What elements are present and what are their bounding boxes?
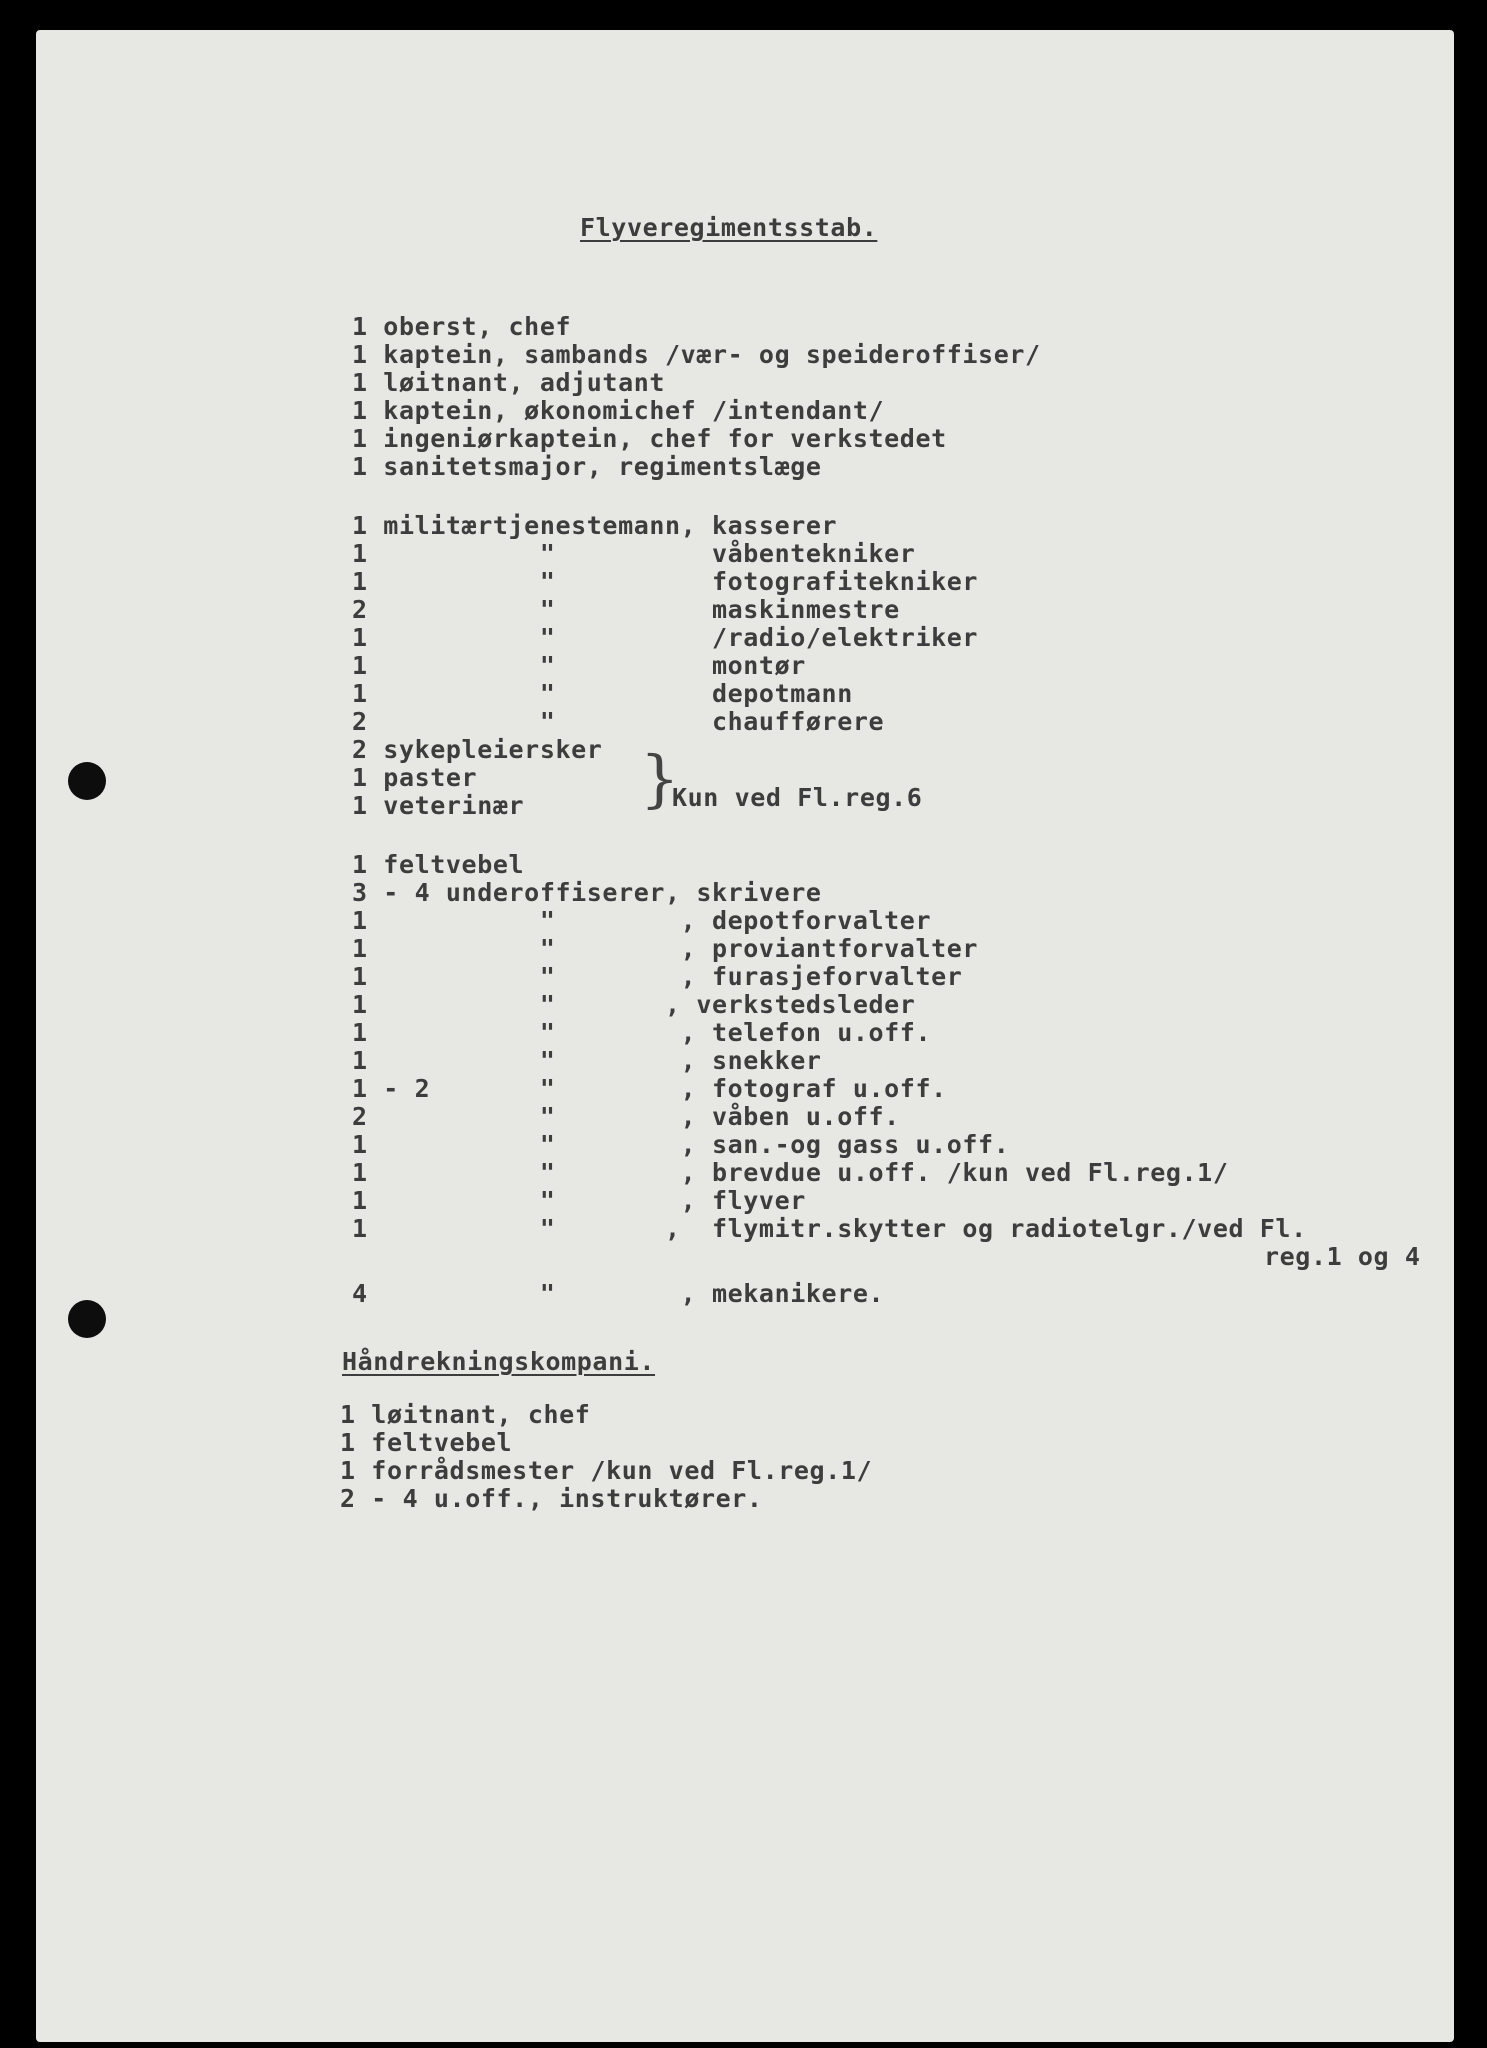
brace-note: Kun ved Fl.reg.6 [672, 783, 923, 812]
staff-line: 4 " , mekanikere. [352, 1279, 885, 1308]
company-line: 1 feltvebel [340, 1428, 513, 1457]
staff-line: 1 " , brevdue u.off. /kun ved Fl.reg.1/ [352, 1158, 1229, 1187]
staff-line: 1 kaptein, økonomichef /intendant/ [352, 396, 885, 425]
staff-line: 1 " , telefon u.off. [352, 1018, 932, 1047]
staff-line: 1 " , depotforvalter [352, 906, 932, 935]
staff-line: 1 løitnant, adjutant [352, 368, 666, 397]
punch-hole-top [68, 762, 106, 800]
staff-line: 1 paster [352, 763, 478, 792]
punch-hole-bottom [68, 1300, 106, 1338]
staff-line: 1 sanitetsmajor, regimentslæge [352, 452, 822, 481]
staff-line: 1 " , furasjeforvalter [352, 962, 963, 991]
staff-line: 1 " montør [352, 651, 806, 680]
staff-line: 1 veterinær [352, 791, 525, 820]
staff-line: 1 " , snekker [352, 1046, 822, 1075]
company-line: 1 løitnant, chef [340, 1400, 591, 1429]
staff-line: 2 sykepleiersker [352, 735, 603, 764]
staff-line: 1 " , proviantforvalter [352, 934, 979, 963]
document-title: Flyveregimentsstab. [580, 213, 878, 242]
curly-brace: } [640, 742, 680, 815]
staff-line-continuation: reg.1 og 4 [1264, 1242, 1421, 1271]
staff-line: 1 " , flymitr.skytter og radiotelgr./ved Fl. [352, 1214, 1307, 1243]
staff-line: 1 " , flyver [352, 1186, 806, 1215]
company-line: 1 forrådsmester /kun ved Fl.reg.1/ [340, 1456, 873, 1485]
company-line: 2 - 4 u.off., instruktører. [340, 1484, 763, 1513]
staff-line: 1 " , san.-og gass u.off. [352, 1130, 1010, 1159]
staff-line: 2 " maskinmestre [352, 595, 900, 624]
staff-line: 1 " fotografitekniker [352, 567, 979, 596]
staff-line: 1 oberst, chef [352, 312, 572, 341]
staff-line: 1 militærtjenestemann, kasserer [352, 511, 838, 540]
staff-line: 1 ingeniørkaptein, chef for verkstedet [352, 424, 947, 453]
section-subtitle: Håndrekningskompani. [342, 1347, 656, 1376]
staff-line: 2 " , våben u.off. [352, 1102, 900, 1131]
staff-line: 1 " depotmann [352, 679, 853, 708]
staff-line: 1 " våbentekniker [352, 539, 916, 568]
staff-line: 1 - 2 " , fotograf u.off. [352, 1074, 947, 1103]
staff-line: 2 " chaufførere [352, 707, 885, 736]
staff-line: 1 feltvebel [352, 850, 525, 879]
staff-line: 1 " /radio/elektriker [352, 623, 979, 652]
staff-line: 3 - 4 underoffiserer, skrivere [352, 878, 822, 907]
staff-line: 1 kaptein, sambands /vær- og speideroffiser/ [352, 340, 1041, 369]
staff-line: 1 " , verkstedsleder [352, 990, 916, 1019]
